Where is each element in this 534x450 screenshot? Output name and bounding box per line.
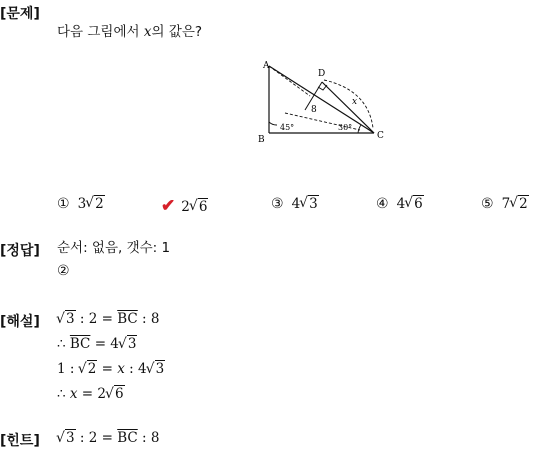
option-3[interactable]: ③ 4 √ 3 [271, 196, 319, 212]
answer-line-1: 순서: 없음, 갯수: 1 [57, 240, 171, 256]
label-angle-45: 45° [280, 123, 295, 132]
option-5[interactable]: ⑤ 7 √ 2 [481, 196, 529, 212]
option-1[interactable]: ① 3 √ 2 [57, 196, 105, 212]
label-d: D [318, 69, 326, 79]
problem-text: 다음 그림에서 x의 값은? [57, 24, 203, 40]
angle-arc-b [269, 122, 277, 125]
label-angle-30: 30° [338, 123, 353, 132]
dashed-arc-x [324, 80, 373, 128]
hint-line: √ 3 : $2 = \overline{BC}$ : 8 [57, 432, 159, 446]
label-c: C [377, 131, 384, 141]
answer-tag: [정답] [0, 243, 40, 259]
label-eight: 8 [311, 105, 317, 115]
angle-arc-c [358, 125, 361, 133]
triangle-figure [250, 58, 395, 148]
explanation-tag: [해설] [0, 314, 40, 330]
problem-tag: [문제] [0, 6, 40, 22]
check-icon: ✔ [161, 196, 176, 216]
explanation-line-4: ∴ x = 2 √ 6 [57, 388, 125, 402]
option-2[interactable]: ✔ 2 √ 6 [161, 196, 208, 216]
explanation-line-3: 1 : √ 2 = x : 4 √ 3 [57, 363, 165, 377]
option-4[interactable]: ④ 4 √ 6 [376, 196, 424, 212]
label-a: A [263, 61, 270, 71]
answer-line-2: ② [57, 263, 70, 279]
hint-tag: [힌트] [0, 433, 40, 449]
label-b: B [258, 135, 265, 145]
explanation-line-2: ∴ $\overline{BC} = 4$ √ 3 [57, 338, 137, 352]
label-x: x [352, 97, 358, 107]
explanation-line-1: √ 3 : $2 = \overline{BC}$ : 8 [57, 313, 159, 327]
dashed-a [269, 66, 310, 96]
